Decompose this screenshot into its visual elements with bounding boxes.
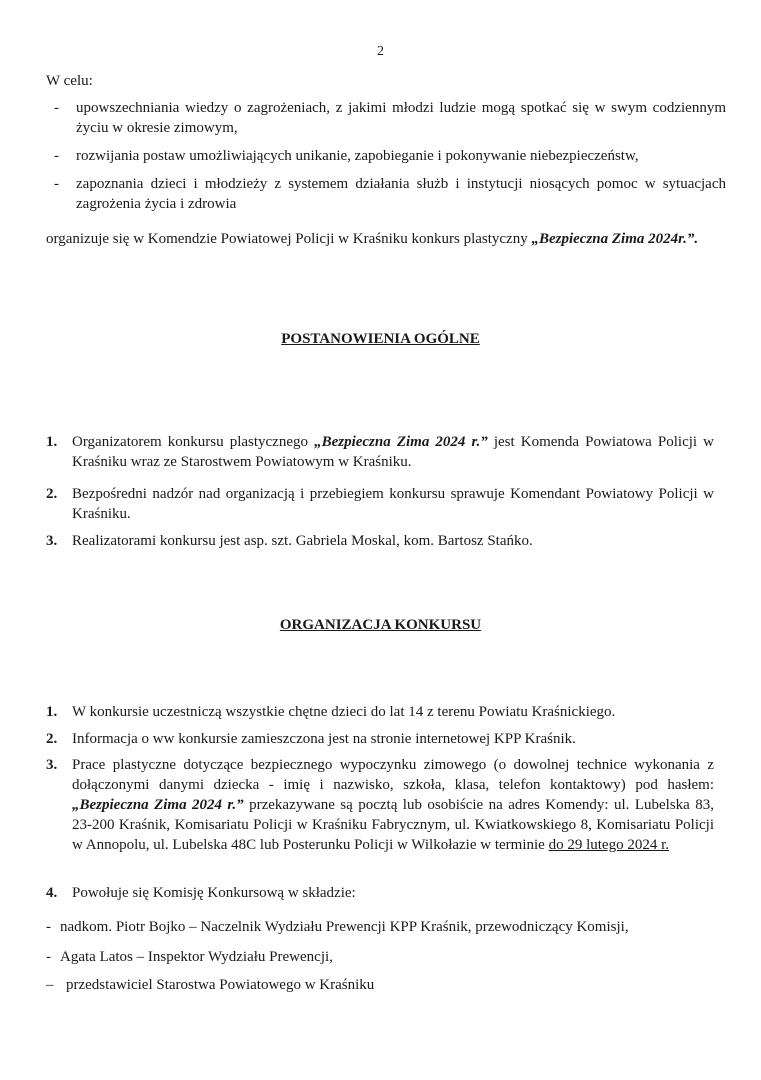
item-number: 1. xyxy=(46,434,58,450)
dash-bullet: – xyxy=(46,977,54,993)
committee-member xyxy=(46,947,333,967)
goal-text: zapoznania dzieci i młodzieży z systemem działania służb i instytucji niosących pomoc w sytuacjach zagrożenia życia i zdrowia xyxy=(76,176,726,212)
item-text: Bezpośredni nadzór nad organizacją i przebiegiem konkursu sprawuje Komendant Powiatowy Policji w Kraśniku. xyxy=(72,486,714,522)
list-item xyxy=(46,531,714,551)
dash-bullet: - xyxy=(54,148,59,164)
item-text: Informacja o ww konkursie zamieszczona jest na stronie internetowej KPP Kraśnik. xyxy=(72,731,576,747)
member-text: przedstawiciel Starostwa Powiatowego w Kraśniku xyxy=(66,977,375,993)
list-item xyxy=(46,484,714,524)
member-text: Agata Latos – Inspektor Wydziału Prewencji, xyxy=(60,949,333,965)
intro-text: W celu: xyxy=(46,73,93,89)
list-item xyxy=(46,883,714,903)
dash-bullet: - xyxy=(46,949,51,965)
item-number: 2. xyxy=(46,731,58,747)
dash-bullet: - xyxy=(54,100,59,116)
item-number: 4. xyxy=(46,885,58,901)
dash-bullet: - xyxy=(54,176,59,192)
goal-text: upowszechniania wiedzy o zagrożeniach, z jakimi młodzi ludzie mogą spotkać się w swym codziennym życiu w okresie zimowym, xyxy=(76,100,726,136)
goal-item xyxy=(46,98,726,138)
goals-list xyxy=(46,98,726,214)
goal-item xyxy=(46,146,726,166)
item-number: 3. xyxy=(46,757,58,773)
organizes-paragraph xyxy=(46,229,714,249)
member-text: nadkom. Piotr Bojko – Naczelnik Wydziału Prewencji KPP Kraśnik, przewodniczący Komisji, xyxy=(60,919,629,935)
section-heading-general: POSTANOWIENIA OGÓLNE xyxy=(281,331,480,347)
item-text: Realizatorami konkursu jest asp. szt. Gabriela Moskal, kom. Bartosz Stańko. xyxy=(72,533,533,549)
item-text: Organizatorem konkursu plastycznego „Bezpieczna Zima 2024 r.” jest Komenda Powiatowa Policji w Kraśniku wraz ze Starostwem Powiatowym w Kraśniku. xyxy=(72,434,714,470)
deadline-text: do 29 lutego 2024 r. xyxy=(548,837,669,853)
section-heading-organization: ORGANIZACJA KONKURSU xyxy=(279,617,482,633)
organizes-text: organizuje się w Komendzie Powiatowej Policji w Kraśniku konkurs plastyczny xyxy=(46,231,532,247)
dash-bullet: - xyxy=(46,919,51,935)
item-text: Powołuje się Komisję Konkursową w składzie: xyxy=(72,885,356,901)
committee-member xyxy=(46,975,374,995)
contest-title: „Bezpieczna Zima 2024r.”. xyxy=(531,231,699,247)
item-text: W konkursie uczestniczą wszystkie chętne dzieci do lat 14 z terenu Powiatu Kraśnickiego. xyxy=(72,704,616,720)
goal-item xyxy=(46,174,726,214)
item-number: 2. xyxy=(46,486,58,502)
contest-title: „Bezpieczna Zima 2024 r.” xyxy=(314,434,488,450)
contest-title: „Bezpieczna Zima 2024 r.” xyxy=(72,797,244,813)
item-number: 1. xyxy=(46,704,58,720)
item-text: Prace plastyczne dotyczące bezpiecznego wypoczynku zimowego (o dowolnej technice wykonania z dołączonymi danymi dziecka - imię i nazwisko, szkoła, klasa, telefon kontaktowy) pod hasłem: „Bezpieczna Zima 2024 r.” przekazywane są pocztą lub osobiście na adres Komendy: ul. Lubelska 83, 23-200 Kraśnik, Komisariatu Policji w Kraśniku Fabrycznym, ul. Kwiatkowskiego 8, Komisariatu Policji w Annopolu, ul. Lubelska 48C lub Posterunku Policji w Wilkołazie w terminie do 29 lutego 2024 r. xyxy=(72,757,714,853)
list-item xyxy=(46,729,714,749)
page-number: 2 xyxy=(377,44,384,59)
list-item xyxy=(46,702,714,722)
list-item xyxy=(46,432,714,472)
goal-text: rozwijania postaw umożliwiających unikanie, zapobieganie i pokonywanie niebezpieczeństw, xyxy=(76,148,639,164)
committee-member xyxy=(46,917,629,937)
list-item xyxy=(46,755,714,855)
item-number: 3. xyxy=(46,533,58,549)
